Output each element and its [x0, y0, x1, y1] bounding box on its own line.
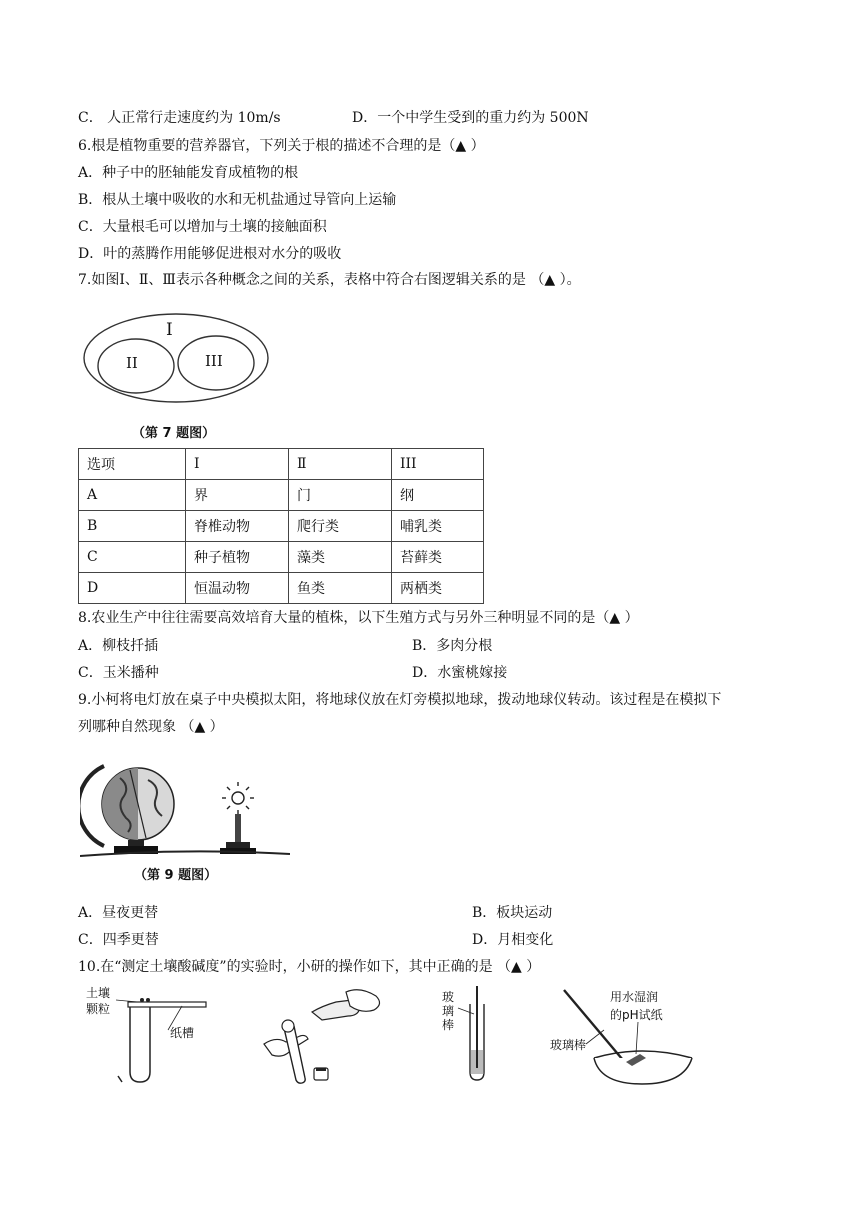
q10-figure-4 [546, 984, 706, 1088]
table-cell: 藻类 [289, 542, 392, 573]
table-cell: 苔藓类 [392, 542, 484, 573]
q9-figure [80, 756, 290, 886]
table-header-row [79, 449, 484, 480]
table-cell: 恒温动物 [186, 573, 289, 604]
q5-option-d: D．一个中学生受到的重力约为 500N [352, 110, 589, 126]
outer-ellipse [84, 314, 268, 402]
globe-lamp-illustration [80, 756, 290, 862]
q6-option-d: D．叶的蒸腾作用能够促进根对水分的吸收 [78, 246, 342, 262]
venn-label-outer: I [166, 320, 173, 340]
table-cell: D [79, 573, 186, 604]
q10-stem: 10.在“测定土壤酸碱度”的实验时，小研的操作如下，其中正确的是 （▲ ） [78, 959, 541, 975]
table-cell: 选项 [79, 449, 186, 480]
table-row [79, 573, 484, 604]
q5-option-c: C． 人正常行走速度约为 10m/s [78, 110, 281, 126]
lamp-icon [220, 782, 256, 854]
q6-option-c: C．大量根毛可以增加与土壤的接触面积 [78, 219, 327, 235]
q8-option-b: B．多肉分根 [412, 638, 493, 654]
table-row [79, 511, 484, 542]
glass-rod-label: 玻璃棒 [550, 1038, 587, 1052]
test-tube-trough-illustration [82, 984, 222, 1084]
table-cell: 纲 [392, 480, 484, 511]
table-cell: 哺乳类 [392, 511, 484, 542]
q7-stem: 7.如图Ⅰ、Ⅱ、Ⅲ表示各种概念之间的关系，表格中符合右图逻辑关系的是 （▲ ）。 [78, 272, 581, 288]
table-cell: 脊椎动物 [186, 511, 289, 542]
ph-paper-label: 的pH试纸 [610, 1008, 663, 1022]
paper-trough-label: 纸槽 [170, 1026, 195, 1040]
q9-figure-caption: （第 9 题图） [134, 868, 218, 883]
q8-option-d: D．水蜜桃嫁接 [412, 665, 508, 681]
q9-option-d: D．月相变化 [472, 932, 554, 948]
table-cell: Ⅱ [289, 449, 392, 480]
pouring-illustration [258, 984, 398, 1084]
table-cell: I [186, 449, 289, 480]
table-cell: 界 [186, 480, 289, 511]
q10-figure-3 [440, 984, 510, 1084]
test-tube-rod-illustration [440, 984, 510, 1084]
table-row [79, 542, 484, 573]
table-cell: 鱼类 [289, 573, 392, 604]
table-cell: 门 [289, 480, 392, 511]
q10-figure-1 [82, 984, 222, 1084]
q7-figure-caption: （第 7 题图） [132, 426, 216, 441]
q9-stem-line1: 9.小柯将电灯放在桌子中央模拟太阳，将地球仪放在灯旁模拟地球，拨动地球仪转动。该过程是在模拟下 [78, 692, 722, 708]
table-cell: 种子植物 [186, 542, 289, 573]
q8-stem: 8.农业生产中往往需要高效培育大量的植株，以下生殖方式与另外三种明显不同的是（▲ ） [78, 610, 639, 626]
q8-option-a: A．柳枝扦插 [78, 638, 159, 654]
q7-options-table [78, 448, 484, 604]
q9-option-a: A．昼夜更替 [78, 905, 159, 921]
globe-icon [80, 766, 174, 854]
q6-option-b: B．根从土壤中吸收的水和无机盐通过导管向上运输 [78, 192, 397, 208]
q6-option-a: A．种子中的胚轴能发育成植物的根 [78, 165, 299, 181]
soil-label: 颗粒 [86, 1002, 111, 1016]
q10-figure-2 [258, 984, 398, 1084]
table-cell: B [79, 511, 186, 542]
q7-figure [82, 312, 282, 444]
table-surface [80, 851, 290, 856]
table-cell: A [79, 480, 186, 511]
table-cell: 两栖类 [392, 573, 484, 604]
q9-stem-line2: 列哪种自然现象 （▲ ） [78, 719, 224, 735]
q8-option-c: C．玉米播种 [78, 665, 159, 681]
soil-label: 土壤 [86, 986, 111, 1000]
table-cell: C [79, 542, 186, 573]
table-cell: 爬行类 [289, 511, 392, 542]
dish-ph-paper-illustration [546, 984, 706, 1088]
venn-label-left: II [126, 354, 138, 372]
glass-rod-label: 棒 [442, 1018, 455, 1032]
table-row [79, 480, 484, 511]
glass-rod-label: 玻 [442, 990, 455, 1004]
glass-rod-label: 璃 [442, 1004, 455, 1018]
venn-label-right: III [205, 352, 223, 370]
table-cell: III [392, 449, 484, 480]
q6-stem: 6.根是植物重要的营养器官，下列关于根的描述不合理的是（▲ ） [78, 138, 485, 154]
ph-paper-label: 用水湿润 [610, 990, 659, 1004]
q9-option-b: B．板块运动 [472, 905, 553, 921]
q9-option-c: C．四季更替 [78, 932, 159, 948]
